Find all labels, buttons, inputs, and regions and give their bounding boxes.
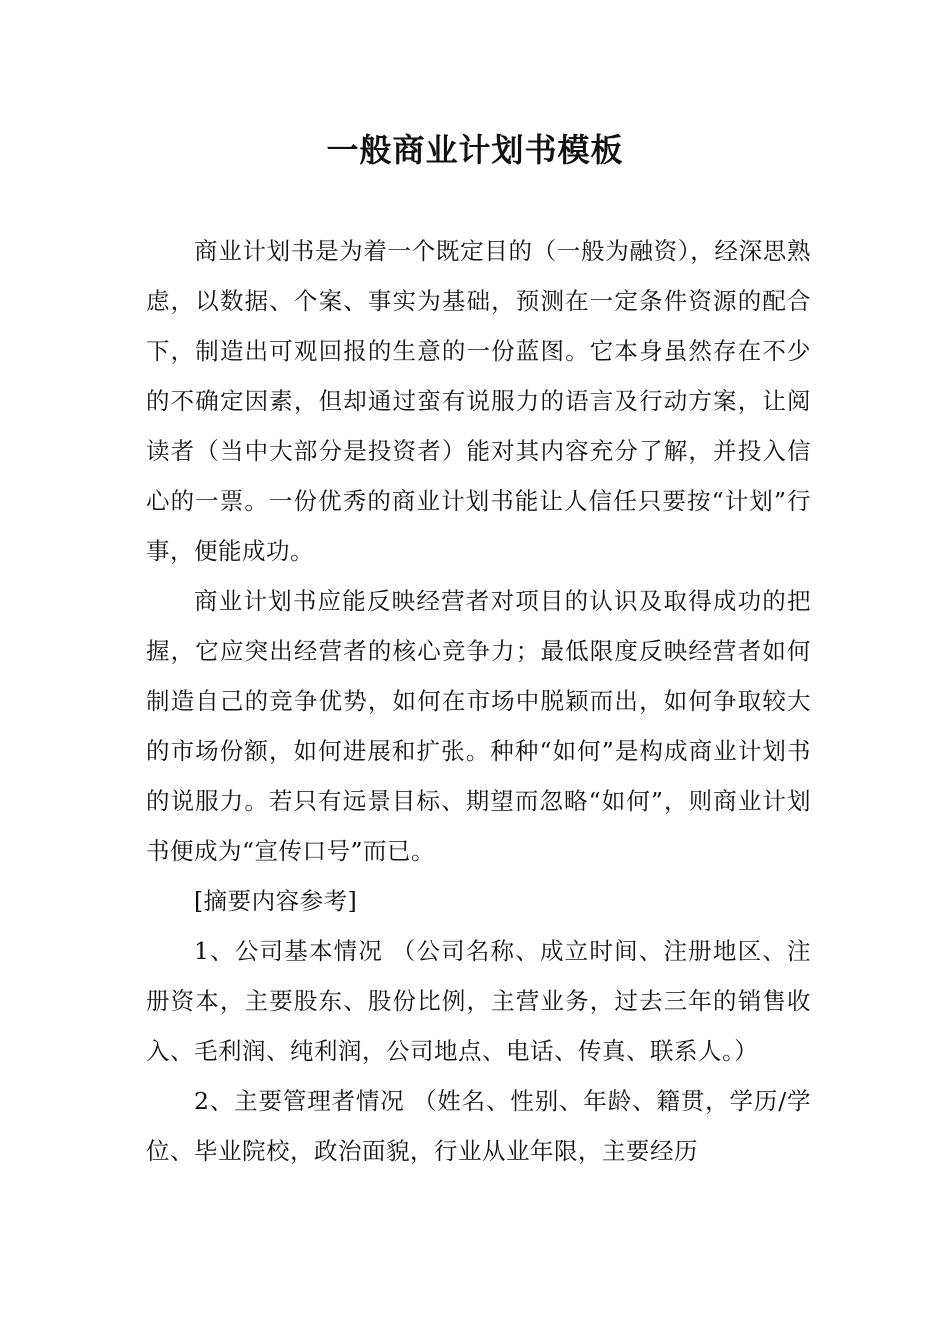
- paragraph-company-info: 1、公司基本情况 （公司名称、成立时间、注册地区、注册资本，主要股东、股份比例，主营业务，过去三年的销售收入、毛利润、纯利润，公司地点、电话、传真、联系人。）: [146, 937, 811, 1065]
- document-title: 一般商业计划书模板: [326, 131, 624, 169]
- paragraph-requirements: 商业计划书应能反映经营者对项目的认识及取得成功的把握，它应突出经营者的核心竞争力；最低限度反映经营者如何制造自己的竞争优势，如何在市场中脱颖而出，如何争取较大的市场份额，如何进展和扩张。种种“如何”是构成商业计划书的说服力。若只有远景目标、期望而忽略“如何”，则商业计划书便成为“宣传口号”而已。: [146, 587, 811, 865]
- paragraph-summary-heading: [摘要内容参考]: [194, 887, 358, 915]
- document-body: [146, 226, 811, 1176]
- paragraph-management-info: 2、主要管理者情况 （姓名、性别、年龄、籍贯，学历/学位、毕业院校，政治面貌，行业从业年限，主要经历: [146, 1087, 811, 1165]
- paragraph-intro: 商业计划书是为着一个既定目的（一般为融资），经深思熟虑，以数据、个案、事实为基础，预测在一定条件资源的配合下，制造出可观回报的生意的一份蓝图。它本身虽然存在不少的不确定因素，但却通过蛮有说服力的语言及行动方案，让阅读者（当中大部分是投资者）能对其内容充分了解，并投入信心的一票。一份优秀的商业计划书能让人信任只要按“计划”行事，便能成功。: [146, 237, 811, 565]
